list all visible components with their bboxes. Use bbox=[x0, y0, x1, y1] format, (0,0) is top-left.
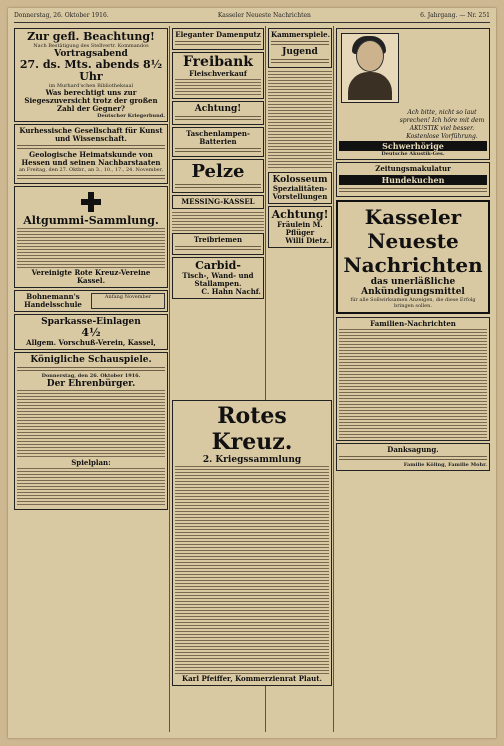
kriegssammlung-title: 2. Kriegssammlung bbox=[202, 455, 302, 465]
treibriemen-title: Treibriemen bbox=[193, 235, 243, 244]
jugend-title: Jugend bbox=[282, 47, 318, 57]
messing-ad bbox=[172, 195, 264, 209]
treibriemen-ad bbox=[172, 233, 264, 255]
text-lines bbox=[271, 40, 329, 46]
kammerspiele-title: Kammerspiele. bbox=[271, 30, 331, 39]
paper-slogan: das unerläßliche Ankündigungsmittel bbox=[361, 277, 465, 297]
lampen-title: Tisch-, Wand- und Stallampen. bbox=[182, 271, 254, 288]
donation-list bbox=[175, 465, 329, 675]
dank-title: Danksagung. bbox=[387, 445, 439, 454]
kommerzienrat: Karl Pfeiffer, Kommerzienrat Plaut. bbox=[182, 674, 322, 683]
header-issue: 6. Jahrgang. — Nr. 251 bbox=[420, 12, 490, 19]
rotes-kreuz-title: Rotes Kreuz. bbox=[211, 403, 293, 455]
messing-title: MESSING-KASSEL bbox=[181, 197, 255, 206]
lecture-topic: Was berechtigt uns zur Siegeszuversicht trotz der großen Zahl der Gegner? bbox=[24, 88, 158, 113]
article-text bbox=[268, 70, 332, 170]
damenputz-ad bbox=[172, 28, 264, 50]
column-divider bbox=[333, 26, 334, 732]
text-lines bbox=[339, 187, 487, 193]
theater-title: Königliche Schauspiele. bbox=[30, 355, 152, 365]
sparkasse-title: Sparkasse-Einlagen bbox=[41, 317, 141, 327]
achtung-title: Achtung! bbox=[194, 104, 242, 114]
page-header bbox=[14, 12, 490, 23]
misc-ads bbox=[336, 162, 490, 197]
collect-footer: Vereinigte Rote Kreuz-Vereine Kassel. bbox=[31, 268, 151, 285]
sparkasse-bank: Allgem. Vorschuß-Verein, Kassel, bbox=[26, 338, 156, 347]
freibank-ad bbox=[172, 52, 264, 99]
geo-title: Geologische Heimatskunde von Hessen und seinen Nachbarstaaten bbox=[21, 150, 161, 167]
lecture-host: Deutscher Kriegerbund. bbox=[97, 113, 165, 119]
akustik-firm: Deutsche Akustik-Ges. bbox=[381, 151, 445, 157]
text-lines bbox=[175, 147, 261, 153]
damenputz-title: Eleganter Damenputz bbox=[175, 30, 261, 39]
plan-title: Spielplan: bbox=[71, 458, 111, 467]
kolosseum-title: Kolosseum bbox=[272, 175, 328, 185]
carbid-ad bbox=[172, 257, 264, 299]
zeitungsmakulatur: Zeitungsmakulatur bbox=[375, 164, 451, 173]
text-lines bbox=[175, 245, 261, 251]
dank-family: Familie Köling, Familie Mohr. bbox=[403, 462, 487, 468]
carbid-title: Carbid- bbox=[195, 259, 241, 272]
woman-portrait-icon bbox=[341, 33, 399, 103]
akustik-ad bbox=[336, 28, 490, 160]
society-title: Kurhessische Gesellschaft für Kunst und Wissenschaft. bbox=[19, 126, 163, 143]
pelze-ad bbox=[172, 159, 264, 193]
sparkasse-rate: 4½ bbox=[81, 326, 101, 339]
column-4 bbox=[336, 26, 490, 732]
text-lines bbox=[17, 174, 165, 180]
family-title: Familien-Nachrichten bbox=[370, 319, 456, 328]
text-lines bbox=[175, 115, 261, 121]
text-lines bbox=[17, 366, 165, 372]
achtung-notice-title: Achtung! bbox=[271, 208, 329, 221]
theater-ad bbox=[14, 352, 168, 510]
lampen-seller: C. Hahn Nachf. bbox=[201, 287, 261, 296]
schwerhoerige-title: Schwerhörige bbox=[339, 141, 487, 151]
text-block bbox=[172, 211, 264, 231]
column-divider bbox=[169, 26, 170, 732]
play-title: Der Ehrenbürger. bbox=[46, 379, 136, 389]
warning-title: Zur gefl. Beachtung! bbox=[27, 30, 155, 43]
theater-date: Donnerstag, den 26. Oktober 1916. bbox=[41, 373, 141, 379]
achtung-ad bbox=[172, 101, 264, 125]
text-block bbox=[175, 78, 261, 96]
neu-aufnahme: Anfang November bbox=[91, 293, 165, 309]
verlobung-name: Willi Dietz. bbox=[285, 236, 329, 245]
collection-ad bbox=[14, 186, 168, 288]
text-lines bbox=[339, 455, 487, 461]
text-lines bbox=[175, 40, 261, 46]
hundekuchen: Hundekuchen bbox=[339, 175, 487, 185]
header-date: Donnerstag, 26. Oktober 1916. bbox=[14, 12, 109, 19]
header-paper: Kasseler Neueste Nachrichten bbox=[217, 12, 311, 19]
achtung-notice bbox=[268, 206, 332, 248]
family-news bbox=[336, 317, 490, 441]
plan-list bbox=[17, 467, 165, 507]
cast-list bbox=[17, 389, 165, 459]
lecture-date: 27. ds. Mts. abends 8½ Uhr bbox=[19, 58, 163, 83]
pelze-title: Pelze bbox=[191, 161, 245, 182]
ad-slogan: Ach bitte, nicht so laut sprechen! Ich höre mit dem AKUSTIK viel besser. Kostenlose Vorführung. bbox=[399, 109, 485, 140]
society-ad bbox=[14, 124, 168, 184]
kolosseum-ad bbox=[268, 172, 332, 204]
pflueger-name: Fräulein M. Pflüger bbox=[277, 220, 323, 237]
batterien-title: Taschenlampen-Batterien bbox=[186, 129, 250, 146]
paper-sub: für alle Sollwirksamen Anzeigen, die diese Erfolg bringen sollen. bbox=[350, 297, 476, 309]
column-1 bbox=[14, 26, 168, 732]
dank-ad bbox=[336, 443, 490, 471]
text-block bbox=[17, 227, 165, 269]
text-lines bbox=[271, 58, 329, 64]
lecture-place: im Murhard'schen Bibliotheksaal bbox=[48, 83, 134, 89]
rotes-kreuz-ad bbox=[172, 398, 332, 688]
text-lines bbox=[175, 183, 261, 189]
paper-title-1: Kasseler Neueste bbox=[364, 205, 462, 253]
batterien-ad bbox=[172, 127, 264, 157]
bohnemann-title: Bohnemann's Handelsschule bbox=[24, 292, 82, 309]
lecture-title: Vortragsabend bbox=[54, 49, 128, 59]
freibank-sub: Fleischverkauf bbox=[189, 69, 247, 78]
kasseler-neueste-ad bbox=[336, 200, 490, 314]
kammerspiele-ad bbox=[268, 28, 332, 68]
newspaper-page bbox=[8, 8, 496, 738]
collect-title: Altgummi-Sammlung. bbox=[23, 214, 159, 227]
family-list bbox=[339, 328, 487, 438]
school-ad bbox=[14, 290, 168, 312]
geo-date: an Freitag, den 27. Oktbr., an 3., 10., 17., 24. November, bbox=[18, 167, 164, 173]
warning-sub: Nach Bestätigung des Stellvertr. Kommandos bbox=[33, 43, 149, 49]
paper-title-2: Nachrichten bbox=[343, 253, 483, 277]
red-cross-icon bbox=[81, 192, 101, 212]
spezial-title: Spezialitäten-Vorstellungen bbox=[272, 184, 328, 201]
lecture-ad bbox=[14, 28, 168, 122]
freibank-title: Freibank bbox=[182, 54, 254, 70]
sparkasse-ad bbox=[14, 314, 168, 350]
